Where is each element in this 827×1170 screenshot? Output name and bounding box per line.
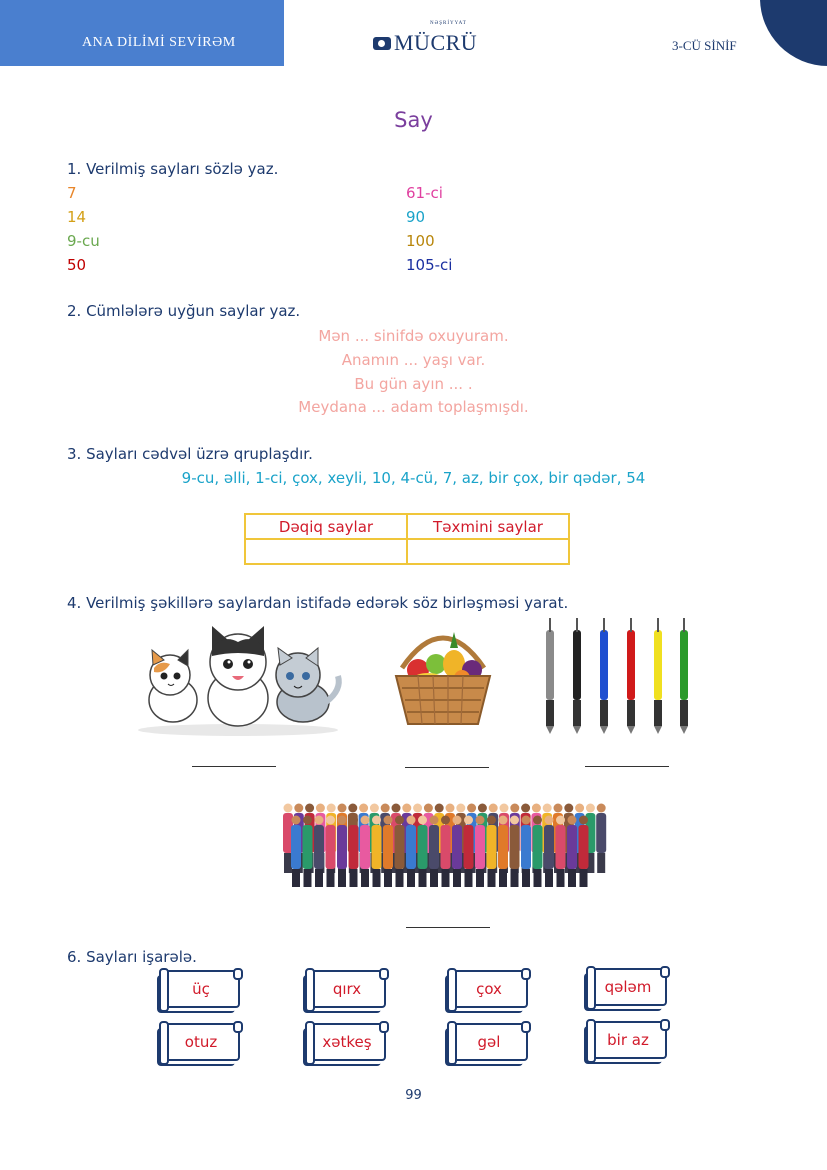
header-decoration: [760, 0, 827, 66]
task2-question: 2. Cümlələrə uyğun saylar yaz.: [67, 302, 301, 320]
answer-line[interactable]: [192, 765, 276, 767]
word-scroll[interactable]: gəl: [450, 1023, 528, 1061]
table-cell-exact[interactable]: [245, 539, 407, 564]
answer-line[interactable]: [406, 926, 490, 928]
header-right-title: 3-CÜ SİNİF: [672, 38, 737, 53]
pens-image: [540, 616, 694, 736]
task3-question: 3. Sayları cədvəl üzrə qruplaşdır.: [67, 445, 313, 463]
word-scroll[interactable]: xətkeş: [308, 1023, 386, 1061]
publisher-logo: [373, 21, 478, 58]
task1-number: 50: [67, 256, 87, 274]
word-scroll[interactable]: qırx: [308, 970, 386, 1008]
task2-sentence: Mən ... sinifdə oxuyuram.: [318, 327, 509, 345]
answer-line[interactable]: [405, 766, 489, 768]
table-header-approx: Təxmini saylar: [407, 514, 569, 539]
header-left-title: ANA DİLİMİ SEVİRƏM: [82, 35, 236, 50]
page-number: 99: [405, 1088, 422, 1103]
word-scroll[interactable]: üç: [162, 970, 240, 1008]
crowd-image: [282, 798, 608, 890]
logo-subtitle: NƏŞRİYYAT: [430, 21, 467, 26]
task1-number: 14: [67, 208, 87, 226]
task2-sentence: Anamın ... yaşı var.: [341, 351, 486, 369]
kittens-image: [128, 620, 348, 740]
camera-icon: [373, 37, 391, 50]
page-title: Say: [394, 108, 433, 132]
table-cell-approx[interactable]: [407, 539, 569, 564]
task1-number: 7: [67, 184, 77, 202]
task1-number: 61-ci: [406, 184, 443, 202]
word-scroll[interactable]: otuz: [162, 1023, 240, 1061]
word-scroll[interactable]: çox: [450, 970, 528, 1008]
fruit-basket-image: [388, 620, 498, 732]
word-scroll[interactable]: bir az: [589, 1021, 667, 1059]
task2-sentence: Bu gün ayın ... .: [354, 375, 473, 393]
task1-number: 90: [406, 208, 426, 226]
task1-number: 105-ci: [406, 256, 453, 274]
header-banner: [0, 0, 284, 66]
task2-sentence: Meydana ... adam toplaşmışdı.: [298, 398, 529, 416]
task3-word-list: 9-cu, əlli, 1-ci, çox, xeyli, 10, 4-cü, 7, az, bir çox, bir qədər, 54: [181, 469, 646, 487]
task1-number: 100: [406, 232, 435, 250]
task4-question: 4. Verilmiş şəkillərə saylardan istifadə edərək söz birləşməsi yarat.: [67, 594, 569, 612]
task1-number: 9-cu: [67, 232, 100, 250]
grouping-table: [244, 513, 570, 565]
word-scroll[interactable]: qələm: [589, 968, 667, 1006]
table-header-exact: Dəqiq saylar: [245, 514, 407, 539]
logo-text: MÜCRÜ: [394, 30, 478, 55]
task6-question: 6. Sayları işarələ.: [67, 948, 197, 966]
task1-question: 1. Verilmiş sayları sözlə yaz.: [67, 160, 279, 178]
answer-line[interactable]: [585, 765, 669, 767]
